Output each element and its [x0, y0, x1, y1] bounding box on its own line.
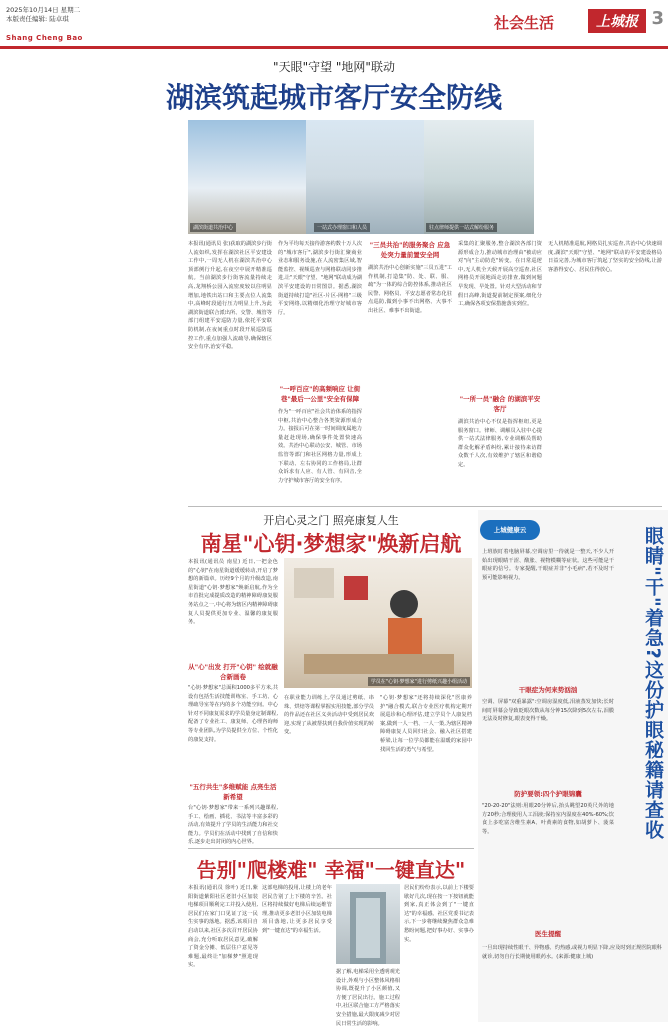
story2-kicker: 开启心灵之门 照亮康复人生: [263, 514, 399, 527]
story1-col4: 湖滨共治中心创新实施"三员五进"工作机制,打造集"防、处、联、服、疏"为一体的综合防控体系,推动社区民警、网格员、平安志愿者常态化驻点巡防,做到小事不出网格、大事不出社区、难事不出街道。: [368, 265, 452, 314]
story3-col4: 居民们纷纷表示,以前上下楼要歇好几次,现在按一下按钮就能到家,真正体会到了"一键直达"的幸福感。社区党委书记表示,下一步将继续聚焦群众急难愁盼问题,把好事办好、实事办实。: [404, 885, 474, 943]
story1-subhead2: "三员共治"的服务聚合 应急处突力量前置安全网: [369, 241, 451, 259]
date-line: 2025年10月14日 星期二: [6, 6, 81, 14]
sidebar-intro: 上班族盯着电脑屏幕,空调房里一待就是一整天,不少人开始出现眼睛干涩、酸胀、视物模糊等症状。这些可能是干眼症的信号。专家提醒,干眼症并非"小毛病",若不及时干预可能影响视力。: [482, 549, 614, 581]
story2-subhead2: "五行共生"多维赋能 点亮生活新希望: [189, 783, 277, 801]
header-rule: [0, 46, 668, 49]
story1-col1: 本报讯(通讯员 张)获取的湖滨步行街人流如织,发挥在湖滨社区平安建设工作中,一周无人机在湖滨共治中心顶部例行升起,在夜空中展开精准巡航。当前湖滨步行街客流量持续走高,龙翔桥公园入流密度较以往明显增加,地铁出站口和主要点位人流集中,高峰时段通行压力明显上升,为此湖滨街道联合派出所、交警、城管等部门组建平安巡防力量,依托平安联防机制,在夜间重点时段开展巡防巡控工作,重点加强人流疏导,确保辖区安全有序,治安平稳。: [188, 241, 272, 351]
story3-col2: 这部电梯的投用,让楼上的老年居民告别了上下楼的辛苦。社区将持续做好电梯后续运维管理,推动更多老旧小区加装电梯项目落地,让更多居民享受到"一键直达"的幸福生活。: [262, 885, 332, 934]
workshop-scene-graphic: [284, 558, 472, 688]
elevator-graphic: [336, 884, 400, 964]
story2-col1: 本报讯(通讯员 南星) 近日,一把金色的"心钥"在南星街道缓缓转动,开启了梦想的新篇章。历经9个月的升级改造,南星街道"心钥·梦想家"焕新启航,作为全市首批完成提质改造的精神障碍康复服务站点之一,中心将为辖区内精神障碍康复人员提供更加专业、温馨的康复服务。: [188, 559, 278, 626]
sidebar-text-3: 一旦出现持续性眼干、异物感、灼热感,或视力明显下降,应及时到正规医院眼科就诊,切勿自行长期使用眼药水。(来源:健康上城): [482, 945, 662, 960]
editor-line: 本版责任编辑: 陆卓琪: [6, 15, 69, 23]
story2-col2: "心钥·梦想家"总面积1000多平方米,共设有包括生活技能训练室、手工坊、心理疏导室等在内的多个功能空间。中心针对不同康复需求的学员量身定制课程,配备了专业社工、康复师、心理咨询师等专业团队,为学员提供全方位、个性化的康复支持。: [188, 685, 278, 743]
header-date: [6, 6, 80, 24]
caption-2: 一站式办理窗口和人员: [314, 223, 370, 232]
story2-headline: 南星"心钥·梦想家"焕新启航: [200, 532, 462, 556]
story2-col6: "心钥·梦想家"还将持续深化"医康养护"融合模式,联合专业医疗机构定期开展巡诊和心理评估,建立学员个人康复档案,做到一人一档、一人一策,为辖区精神障碍康复人员回归社会、融入社区搭建桥梁,让每一位学员都能在温暖的家园中找回生活的勇气与希望。: [380, 695, 472, 753]
section-name: 社会生活: [493, 14, 554, 32]
story2-col3: 台"心钥·梦想家"带来一系列兴趣课程,手工、绘画、插花、书法等丰富多彩的活动,有效提升了学员的生活能力和社交能力。学员们在活动中找到了自信和快乐,逐步走出封闭的内心世界。: [188, 805, 278, 846]
sidebar-text-1: 空调、屏幕"双重暴露":空调房湿度低,泪液蒸发加快;长时间盯屏幕会导致眨眼次数从每分钟15次降到5次左右,泪膜无法及时修复,眼表变得干燥。: [482, 699, 614, 723]
story1-col2: 作为平均每天接待游客约数十万人次的"城市客厅",湖滨步行街汇聚商业业态和服务设施,在人流密集区域,智能监控、视频巡查与网格联动同步推进,让"天眼"守望、"地网"联动成为湖滨平安建设的日常图景。据悉,湖滨街道持续打造"社区-片区-网格"三级平安网络,以精细化治理守好城市客厅。: [278, 241, 362, 316]
story1-subhead3: "一所一员"融合 的湖滨平安客厅: [459, 395, 541, 413]
story1-headline: 湖滨筑起城市客厅安全防线: [165, 81, 502, 114]
sidebar-head-3: 医生提醒: [535, 930, 561, 938]
story1-col3: 作为"一呼百应"社会共治体系的指挥中枢,共治中心整合各类资源形成合力。接报后可在第一时间调度属地力量赶赴现场,确保事件处置快速高效。共治中心联动公安、城管、市场监管等部门和社区网格力量,形成上下联动、左右协同的工作格局,让群众诉求有人应、有人管、有回音,全力守护城市客厅的安全有序。: [278, 409, 362, 484]
story3-col3: 据了解,电梯采用全透明观光设计,外观与小区整体风格相协调,既提升了小区颜值,又方便了居民出行。施工过程中,社区联合施工方严格落实安全措施,最大限度减少对居民日常生活的影响。: [336, 969, 400, 1027]
story1-kicker: "天眼"守望 "地网"联动: [273, 60, 395, 74]
paper-logo: 上城报: [588, 9, 646, 33]
story1-subhead1: "一呼百应"的高频响应 让街巷"最后一公里"安全有保障: [279, 385, 361, 403]
story1-col5: 采集的汇聚服务,整合湖滨各部门资源形成合力,推动城市治理由"被动应对"向"主动防范"转变。在日常巡逻中,无人机全天候开展高空巡查,社区网格员开展地面走访排查,做到问题早发现、早处置。针对大型活动和节假日高峰,街道提前制定预案,细化分工,确保各项安保措施落实到位。: [458, 241, 542, 308]
story1-col7: 无人机精准巡航,网格员扎实巡查,共治中心快速调度,湖滨"天眼"守望、"地网"联动的平安建设格局日益完善,为城市客厅筑起了坚实的安全防线,让游客游得安心、居民住得放心。: [548, 241, 662, 273]
story3-col1: 本报讯(通讯员 徐叶) 近日,紫阳街道紫阳社区老旧小区加装电梯项目顺利完工并投入使用,居民们在家门口见证了这一民生实事的落地。据悉,该项目自启动以来,社区多次召开居民协商会,充分听取居民意见,破解了资金分摊、低层住户意见等难题,最终让"加梯梦"照进现实。: [188, 885, 258, 969]
sidebar-head-1: 干眼症为何来势汹汹: [518, 686, 578, 694]
divider-1: [188, 506, 662, 507]
sidebar-vertical-title: 眼睛"干"着急?这份护眼秘籍请查收: [642, 526, 664, 840]
story1-col6: 湖滨共治中心不仅是指挥枢纽,更是服务窗口。律师、调解员入驻中心提供一站式法律服务,专业调解员帮助群众化解矛盾纠纷,累计接待来访群众数千人次,有效维护了辖区和谐稳定。: [458, 419, 542, 468]
story3-headline: 告别"爬楼难" 幸福"一键直达": [196, 858, 466, 882]
photo-elevator: [336, 884, 400, 964]
sidebar-logo: 上城健康云: [480, 520, 540, 540]
photo-service-window: [306, 120, 424, 234]
caption-3: 驻点律师提供一站式解纷服务: [426, 223, 497, 232]
photo-paper-cutting: [284, 558, 472, 688]
header-brand: Shang Cheng Bao: [6, 34, 83, 42]
sidebar-head-2: 防护要领:四个护眼锦囊: [514, 790, 582, 798]
photo-lawyer: [424, 120, 534, 234]
story2-col4: 在职业能力训练上,学员通过剪纸、串珠、烘焙等课程掌握实用技能,部分学员的作品还在社区义卖活动中受到居民欢迎,实现了从被帮扶到自我价值实现的转变。: [284, 695, 374, 736]
story2-subhead1: 从"心"出发 打开"心钥" 绘就融合新画卷: [188, 663, 278, 681]
photo-center-building: [188, 120, 306, 234]
sidebar-text-2: "20-20-20"法则:用眼20分钟后,抬头眺望20英尺外的地方20秒;合理使用人工泪液;保持室内湿度在40%-60%;饮食上多吃富含维生素A、叶黄素的食物,如胡萝卜、菠菜等。: [482, 803, 614, 835]
story2-caption: 学员在"心钥·梦想家"进行剪纸兴趣小组活动: [368, 677, 470, 686]
page-number: 3: [651, 8, 664, 29]
caption-1: 湖滨街道共治中心: [190, 223, 236, 232]
divider-2: [188, 848, 474, 849]
